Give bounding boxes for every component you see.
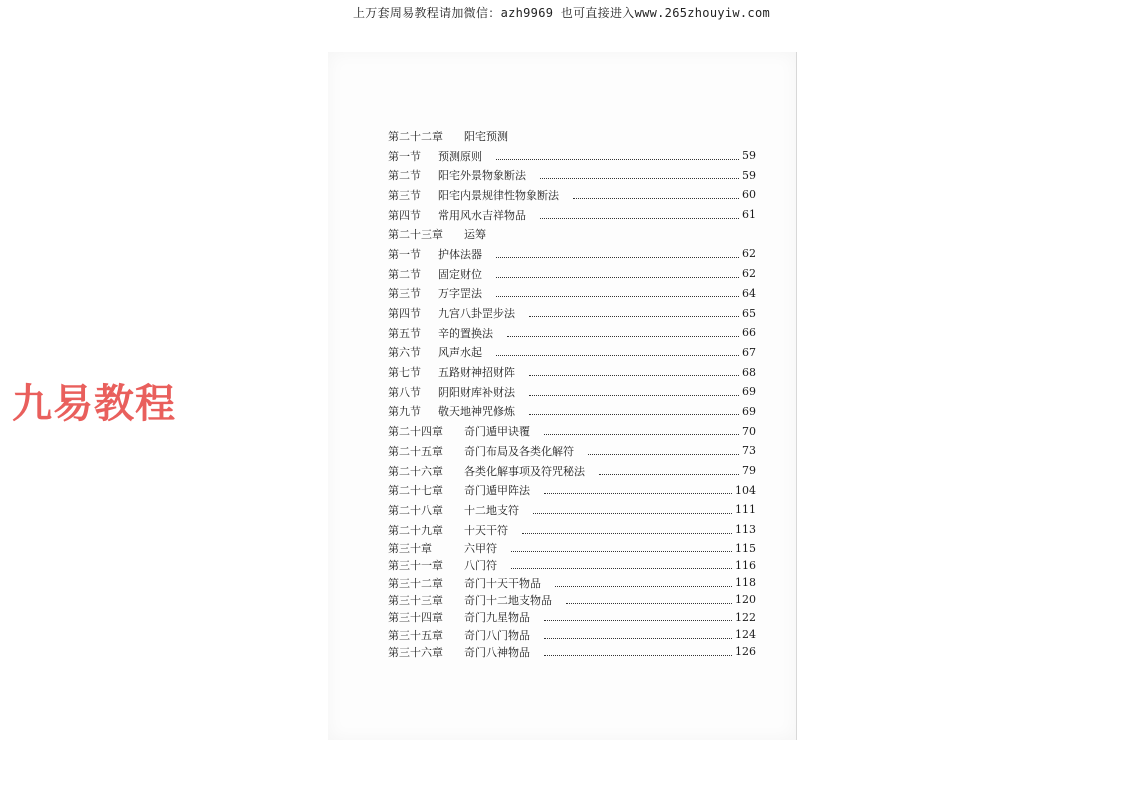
toc-section-title: 常用风水吉祥物品 (438, 208, 526, 222)
toc-section-label: 第二十七章 (388, 484, 443, 498)
toc-section-label: 第四节 (388, 307, 421, 321)
toc-section-label: 第二节 (388, 267, 421, 281)
toc-section-label: 第三十四章 (388, 611, 443, 625)
toc-leader-dots (529, 315, 739, 317)
toc-section-label: 第二十五章 (388, 444, 443, 458)
toc-section-label: 第七节 (388, 366, 421, 380)
toc-section-label: 第二十九章 (388, 523, 443, 537)
toc-section-label: 第九节 (388, 405, 421, 419)
toc-row (388, 284, 756, 304)
toc-leader-dots (511, 550, 732, 552)
toc-leader-dots (588, 453, 739, 455)
toc-section-title: 风声水起 (438, 346, 482, 360)
toc-section-title: 奇门遁甲诀覆 (464, 425, 530, 439)
toc-section-title: 固定财位 (438, 267, 482, 281)
toc-row (388, 185, 756, 205)
toc-section-title: 奇门八神物品 (464, 645, 530, 659)
toc-section-title: 奇门十二地支物品 (464, 593, 552, 607)
toc-leader-dots (544, 619, 732, 621)
toc-section-title: 奇门遁甲阵法 (464, 484, 530, 498)
toc-row (388, 362, 756, 382)
toc-page-number: 69 (742, 404, 756, 418)
toc-leader-dots (533, 512, 732, 514)
toc-section-title: 八门符 (464, 559, 497, 573)
toc-page-number: 79 (742, 464, 756, 478)
toc-section-title: 各类化解事项及符咒秘法 (464, 464, 585, 478)
toc-row (388, 402, 756, 422)
table-of-contents (388, 126, 756, 661)
toc-page-number: 126 (735, 645, 756, 659)
toc-page-number: 111 (735, 503, 756, 517)
toc-row (388, 626, 756, 643)
toc-page-number: 124 (735, 628, 756, 642)
toc-row (388, 146, 756, 166)
toc-section-title: 阳宅外景物象断法 (438, 169, 526, 183)
toc-page-number: 118 (735, 576, 756, 590)
toc-row (388, 520, 756, 540)
toc-leader-dots (496, 354, 739, 356)
toc-page-number: 70 (742, 424, 756, 438)
toc-leader-dots (566, 602, 732, 604)
toc-section-label: 第二十三章 (388, 228, 443, 242)
toc-leader-dots (529, 374, 739, 376)
toc-section-label: 第四节 (388, 208, 421, 222)
toc-row (388, 421, 756, 441)
toc-leader-dots (496, 256, 739, 258)
toc-section-label: 第三节 (388, 188, 421, 202)
toc-section-label: 第三十三章 (388, 593, 443, 607)
toc-section-title: 阳宅内景规律性物象断法 (438, 188, 559, 202)
toc-page-number: 122 (735, 610, 756, 624)
toc-row (388, 244, 756, 264)
toc-page-number: 61 (742, 208, 756, 222)
toc-row (388, 557, 756, 574)
toc-section-title: 奇门八门物品 (464, 628, 530, 642)
toc-page-number: 66 (742, 326, 756, 340)
toc-section-label: 第八节 (388, 385, 421, 399)
toc-leader-dots (496, 276, 739, 278)
toc-page-number: 104 (735, 483, 756, 497)
toc-row (388, 126, 756, 146)
toc-row (388, 323, 756, 343)
toc-section-title: 护体法器 (438, 247, 482, 261)
toc-section-title: 辛的置换法 (438, 326, 493, 340)
toc-leader-dots (599, 473, 739, 475)
toc-row (388, 343, 756, 363)
toc-leader-dots (544, 637, 732, 639)
toc-section-title: 奇门九星物品 (464, 611, 530, 625)
toc-page-number: 68 (742, 365, 756, 379)
toc-leader-dots (573, 197, 739, 199)
toc-row (388, 500, 756, 520)
toc-leader-dots (544, 492, 732, 494)
toc-row (388, 461, 756, 481)
toc-row (388, 574, 756, 591)
toc-page-number: 116 (735, 558, 756, 572)
toc-section-title: 阴阳财库补财法 (438, 385, 515, 399)
toc-section-title: 敬天地神咒修炼 (438, 405, 515, 419)
toc-section-label: 第一节 (388, 149, 421, 163)
toc-leader-dots (529, 394, 739, 396)
toc-leader-dots (496, 158, 739, 160)
toc-page-number: 67 (742, 345, 756, 359)
toc-leader-dots (544, 654, 732, 656)
toc-section-title: 运筹 (464, 228, 486, 242)
toc-section-label: 第二节 (388, 169, 421, 183)
toc-row (388, 165, 756, 185)
toc-page-number: 113 (735, 523, 756, 537)
toc-row (388, 609, 756, 626)
toc-section-label: 第一节 (388, 247, 421, 261)
toc-leader-dots (540, 177, 739, 179)
toc-leader-dots (555, 585, 732, 587)
toc-section-title: 奇门布局及各类化解符 (464, 444, 574, 458)
toc-section-label: 第二十四章 (388, 425, 443, 439)
toc-page-number: 64 (742, 286, 756, 300)
toc-section-title: 六甲符 (464, 542, 497, 556)
toc-section-label: 第三十五章 (388, 628, 443, 642)
toc-section-label: 第三十章 (388, 542, 432, 556)
toc-section-title: 九宫八卦罡步法 (438, 307, 515, 321)
toc-page-number: 69 (742, 385, 756, 399)
toc-leader-dots (529, 413, 739, 415)
toc-row (388, 643, 756, 660)
toc-page-number: 73 (742, 444, 756, 458)
toc-leader-dots (507, 335, 739, 337)
toc-leader-dots (540, 217, 739, 219)
toc-section-label: 第三十六章 (388, 645, 443, 659)
toc-page-number: 59 (742, 149, 756, 163)
toc-row (388, 382, 756, 402)
toc-section-title: 十天干符 (464, 523, 508, 537)
toc-page-number: 62 (742, 267, 756, 281)
toc-row (388, 224, 756, 244)
toc-page-number: 115 (735, 541, 756, 555)
watermark-logo: 九易教程 (12, 381, 176, 427)
toc-page-number: 120 (735, 593, 756, 607)
toc-section-title: 预测原则 (438, 149, 482, 163)
toc-section-label: 第二十八章 (388, 503, 443, 517)
toc-row (388, 539, 756, 556)
toc-row (388, 480, 756, 500)
toc-section-label: 第三十一章 (388, 559, 443, 573)
toc-section-title: 奇门十天干物品 (464, 576, 541, 590)
toc-row (388, 441, 756, 461)
toc-row (388, 303, 756, 323)
toc-leader-dots (511, 567, 732, 569)
toc-page-number: 62 (742, 247, 756, 261)
toc-row (388, 205, 756, 225)
toc-page-number: 60 (742, 188, 756, 202)
toc-leader-dots (544, 433, 739, 435)
document-page (328, 52, 797, 740)
toc-section-title: 十二地支符 (464, 503, 519, 517)
toc-section-title: 五路财神招财阵 (438, 366, 515, 380)
toc-row (388, 264, 756, 284)
top-banner-text: 上万套周易教程请加微信：azh9969 也可直接进入www.265zhouyiw.com (352, 6, 771, 20)
toc-section-label: 第五节 (388, 326, 421, 340)
toc-section-label: 第二十六章 (388, 464, 443, 478)
toc-leader-dots (522, 532, 732, 534)
toc-section-title: 万字罡法 (438, 287, 482, 301)
toc-row (388, 591, 756, 608)
toc-section-label: 第六节 (388, 346, 421, 360)
toc-page-number: 59 (742, 168, 756, 182)
toc-section-title: 阳宅预测 (464, 129, 508, 143)
toc-section-label: 第二十二章 (388, 129, 443, 143)
toc-section-label: 第三十二章 (388, 576, 443, 590)
toc-leader-dots (496, 295, 739, 297)
toc-page-number: 65 (742, 306, 756, 320)
toc-section-label: 第三节 (388, 287, 421, 301)
